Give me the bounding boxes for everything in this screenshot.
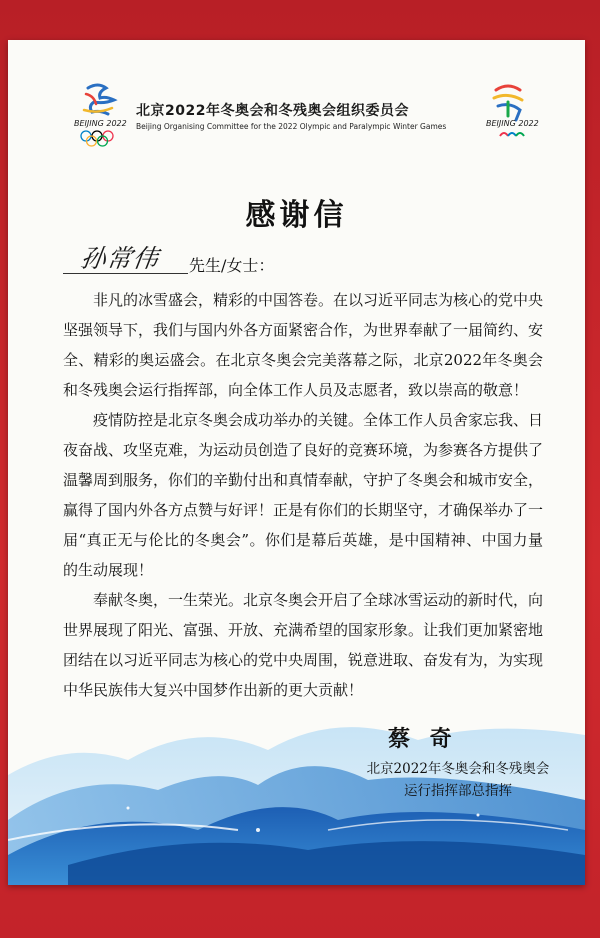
letter-body (63, 285, 543, 705)
recipient-name-handwritten: 孙常伟 (78, 244, 161, 273)
svg-text:BEIJING 2022: BEIJING 2022 (74, 119, 127, 128)
letter-paper (8, 40, 585, 885)
org-name-chinese: 北京2022年冬奥会和冬残奥会组织委员会 (136, 103, 409, 119)
letter-header (8, 80, 585, 150)
svg-text:BEIJING 2022: BEIJING 2022 (486, 119, 539, 128)
letter-paragraph: 非凡的冰雪盛会，精彩的中国答卷。在以习近平同志为核心的党中央坚强领导下，我们与国内外各方面紧密合作，为世界奉献了一届简约、安全、精彩的奥运盛会。在北京冬奥会完美落幕之际，北京2022年冬奥会和冬残奥会运行指挥部，向全体工作人员及志愿者，致以崇高的敬意！ (63, 291, 544, 399)
signer-org-line1: 北京2022年冬奥会和冬残奥会 (366, 761, 550, 777)
salutation-suffix: 先生/女士： (189, 256, 275, 275)
signer-org-line2: 运行指挥部总指挥 (404, 783, 512, 799)
letter-title: 感谢信 (245, 198, 348, 233)
org-name-english: Beijing Organising Committee for the 2022 Olympic and Paralympic Winter Games (136, 122, 447, 131)
signer-organization (348, 758, 568, 802)
beijing-2022-olympic-logo (66, 80, 146, 150)
letter-paragraph: 疫情防控是北京冬奥会成功举办的关键。全体工作人员舍家忘我、日夜奋战、攻坚克难，为运动员创造了良好的竞赛环境，为参赛各方提供了温馨周到服务，你们的辛勤付出和真情奉献，守护了冬奥会和城市安全，赢得了国内外各方点赞与好评！正是有你们的长期坚守，才确保举办了一届“真正无与伦比的冬奥会”。你们是幕后英雄，是中国精神、中国力量的生动展现！ (63, 411, 544, 579)
letter-paragraph: 奉献冬奥，一生荣光。北京冬奥会开启了全球冰雪运动的新时代，向世界展现了阳光、富强、开放、充满希望的国家形象。让我们更加紧密地团结在以习近平同志为核心的党中央周围，锐意进取、奋发有为，为实现中华民族伟大复兴中国梦作出新的更大贡献！ (63, 591, 544, 699)
beijing-2022-paralympic-logo (478, 80, 558, 150)
signer-name: 蔡 奇 (388, 726, 458, 752)
salutation (63, 245, 563, 281)
